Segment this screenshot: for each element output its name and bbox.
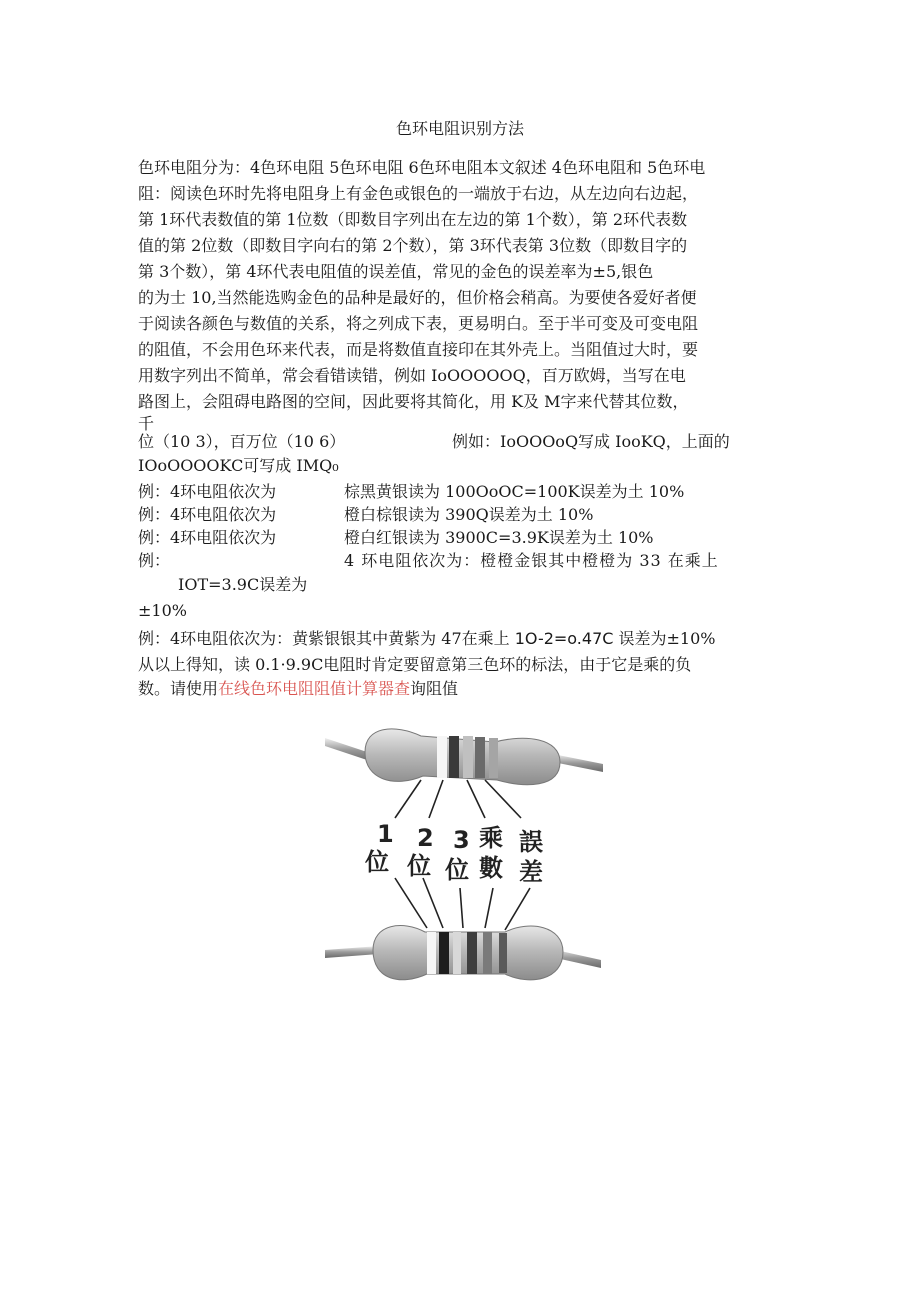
paragraph-line: 的为士 10,当然能选购金色的品种是最好的，但价格会稍高。为要使各爱好者便 [138, 288, 697, 307]
example-continuation: IOT=3.9C误差为 [178, 575, 308, 594]
color-band-4 [467, 932, 477, 974]
paragraph-line: 阻：阅读色环时先将电阻身上有金色或银色的一端放于右边，从左边向右边起， [138, 184, 699, 203]
band-3-word: 位 [445, 856, 469, 884]
pointer-line [467, 780, 485, 818]
example-right: 橙白红银读为 3900C=3.9K误差为土 10% [344, 528, 654, 547]
example-tolerance: ±10% [138, 601, 187, 620]
band-2-word: 位 [407, 852, 431, 880]
example-text: 误差为±10% [613, 629, 716, 648]
conclusion-line [138, 678, 458, 700]
pointer-line [429, 780, 443, 818]
lead-wire [553, 754, 603, 772]
tolerance-label-top: 誤 [519, 828, 543, 856]
band-1-number: 1 [377, 820, 394, 848]
tolerance-label-bottom: 差 [519, 858, 543, 886]
paragraph-line: 用数字列出不简单，常会看错读错，例如 IoOOOOOQ，百万欧姆，当写在电 [138, 366, 686, 385]
band-1-word: 位 [365, 848, 389, 876]
resistor-diagram [325, 718, 615, 1008]
paragraph-line: 路图上，会阻碍电路图的空间，因此要将其简化，用 K及 M字来代替其位数， [138, 392, 689, 411]
unit-line-right: 例如：IoOOOoQ写成 IooKQ，上面的 [452, 432, 730, 451]
example-right: 棕黑黄银读为 100OoOC=100K误差为土 10% [344, 482, 685, 501]
example-left: 例：4环电阻依次为 [138, 482, 277, 501]
conclusion-text: 数。请使用 [138, 679, 219, 698]
example-right: 4 环电阻依次为：橙橙金银其中橙橙为 33 在乘上 [344, 551, 719, 570]
paragraph-line: 第 1环代表数值的第 1位数（即数目字列出在左边的第 1个数），第 2环代表数 [138, 210, 688, 229]
example-line [138, 628, 715, 650]
color-band-2 [449, 736, 459, 778]
calculator-link[interactable]: 在线色环电阻阻值计算器查 [218, 679, 411, 698]
pointer-line [423, 878, 443, 928]
example-left: 例：4环电阻依次为 [138, 505, 277, 524]
example-left: 例： [138, 551, 171, 570]
color-band-1 [437, 736, 447, 778]
color-band-1 [427, 932, 436, 974]
paragraph-line: 色环电阻分为：4色环电阻 5色环电阻 6色环电阻本文叙述 4色环电阻和 5色环电 [138, 158, 706, 177]
pointer-line [395, 780, 421, 818]
band-3-number: 3 [453, 826, 470, 854]
color-band-3 [463, 736, 473, 778]
color-band-4 [475, 737, 485, 778]
example-text: 例：4环电阻依次为：黄紫银银其中黄紫为 47在乘上 [138, 629, 515, 648]
example-left: 例：4环电阻依次为 [138, 528, 277, 547]
pointer-line [460, 888, 463, 928]
paragraph-line: 第 3个数），第 4环代表电阻值的误差值，常见的金色的误差率为±5,银色 [138, 262, 654, 281]
lead-wire [325, 946, 379, 958]
resistor-diagram-svg [325, 718, 615, 1008]
paragraph-line: 的阻值，不会用色环来代表，而是将数值直接印在其外壳上。当阻值过大时，要 [138, 340, 699, 359]
color-band-3 [453, 932, 461, 974]
example-formula: 1O-2=o.47C [514, 629, 614, 648]
example-right: 橙白棕银读为 390Q误差为土 10% [344, 505, 594, 524]
color-band-2 [439, 932, 449, 974]
conclusion-line: 从以上得知，读 0.1·9.9C电阻时肯定要留意第三色环的标法，由于它是乘的负 [138, 655, 692, 674]
band-2-number: 2 [417, 824, 434, 852]
color-band-5 [489, 738, 498, 778]
paragraph-line: 千 [138, 414, 155, 433]
paragraph-line: 于阅读各颜色与数值的关系，将之列成下表，更易明白。至于半可变及可变电阻 [138, 314, 699, 333]
color-band-6 [499, 933, 507, 973]
page-title: 色环电阻识别方法 [395, 119, 524, 138]
bottom-resistor [325, 926, 601, 980]
multiplier-label-bottom: 數 [479, 854, 503, 882]
pointer-line [485, 888, 493, 928]
top-resistor [325, 729, 603, 785]
imq-line: IOoOOOOKC可写成 IMQ₀ [138, 456, 339, 475]
color-band-5 [483, 932, 492, 974]
multiplier-label-top: 乘 [479, 824, 503, 852]
paragraph-line: 值的第 2位数（即数目字向右的第 2个数），第 3环代表第 3位数（即数目字的 [138, 236, 688, 255]
band-labels [365, 820, 543, 886]
pointer-line [395, 878, 427, 928]
pointer-line [505, 888, 530, 930]
pointer-line [485, 780, 521, 818]
resistor-body [365, 729, 560, 785]
unit-line-left: 位（10 3），百万位（10 6） [138, 432, 346, 451]
conclusion-text: 询阻值 [410, 679, 459, 698]
